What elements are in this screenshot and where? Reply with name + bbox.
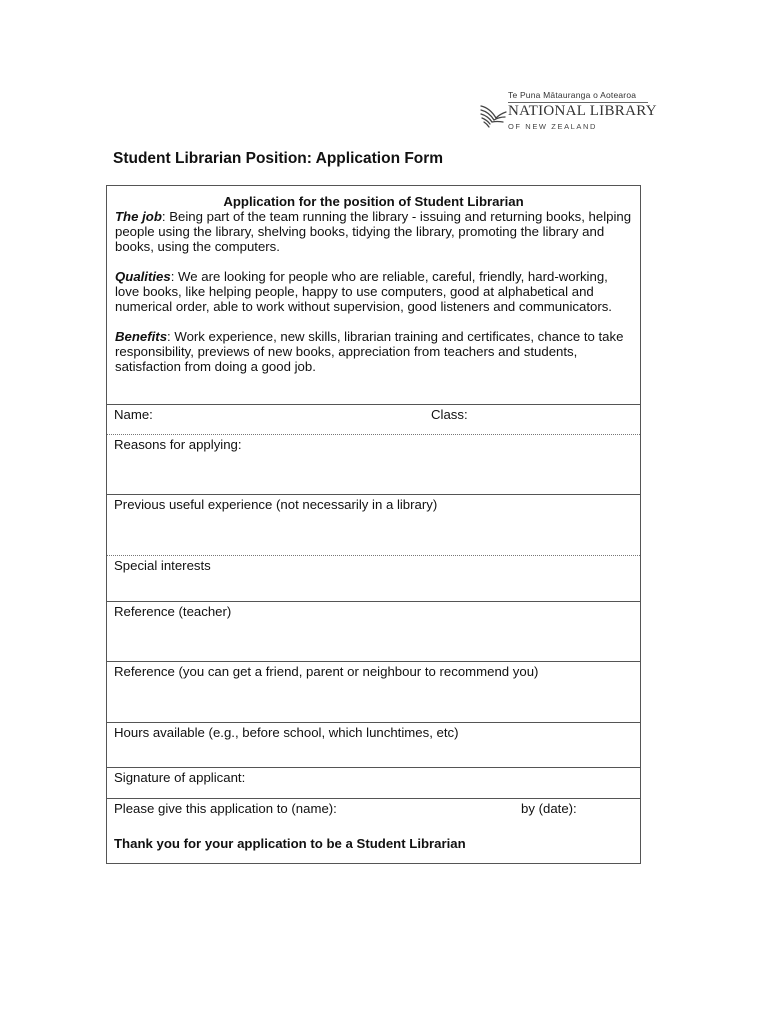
hours-label: Hours available (e.g., before school, which lunchtimes, etc) bbox=[114, 725, 459, 740]
class-label: Class: bbox=[431, 407, 468, 422]
give-to-field[interactable] bbox=[107, 798, 640, 864]
job-label: The job bbox=[115, 209, 162, 224]
benefits-label: Benefits bbox=[115, 329, 168, 344]
interests-field[interactable] bbox=[107, 555, 640, 601]
experience-field[interactable] bbox=[107, 494, 640, 555]
intro-heading: Application for the position of Student Librarian bbox=[223, 194, 524, 209]
logo-subname: OF NEW ZEALAND bbox=[508, 122, 598, 131]
page-title: Student Librarian Position: Application Form bbox=[113, 150, 444, 167]
qualities-label: Qualities bbox=[115, 269, 171, 284]
benefits-text: : Work experience, new skills, librarian training and certificates, chance to take responsibility, previews of new books, appreciation from teachers and students, satisfaction from doing a good job. bbox=[115, 329, 624, 374]
signature-label: Signature of applicant: bbox=[114, 770, 246, 785]
interests-label: Special interests bbox=[114, 558, 211, 573]
give-to-label: Please give this application to (name): bbox=[114, 801, 337, 816]
reasons-label: Reasons for applying: bbox=[114, 437, 242, 452]
qualities-paragraph bbox=[115, 269, 632, 314]
job-text: : Being part of the team running the library - issuing and returning books, helping people using the library, shelving books, tidying the library, promoting the library and books, using the computers. bbox=[115, 209, 632, 254]
reference-other-label: Reference (you can get a friend, parent or neighbour to recommend you) bbox=[114, 664, 539, 679]
reference-other-field[interactable] bbox=[107, 661, 640, 722]
logo-name: NATIONAL LIBRARY bbox=[508, 103, 657, 119]
by-date-label: by (date): bbox=[521, 801, 577, 816]
reference-teacher-field[interactable] bbox=[107, 601, 640, 661]
hours-field[interactable] bbox=[107, 722, 640, 767]
application-form bbox=[106, 185, 641, 864]
experience-label: Previous useful experience (not necessarily in a library) bbox=[114, 497, 438, 512]
reference-teacher-label: Reference (teacher) bbox=[114, 604, 232, 619]
signature-field[interactable] bbox=[107, 767, 640, 798]
job-paragraph bbox=[115, 209, 632, 254]
name-label: Name: bbox=[114, 407, 153, 422]
national-library-logo bbox=[478, 90, 657, 142]
thank-you-note: Thank you for your application to be a Student Librarian bbox=[114, 836, 466, 851]
benefits-paragraph bbox=[115, 329, 632, 374]
fern-leaf-icon bbox=[478, 102, 508, 130]
position-description bbox=[107, 186, 640, 404]
name-field[interactable] bbox=[107, 404, 640, 434]
reasons-field[interactable] bbox=[107, 434, 640, 494]
logo-maori-name: Te Puna Mātauranga o Aotearoa bbox=[508, 90, 637, 100]
qualities-text: : We are looking for people who are reliable, careful, friendly, hard-working, love books, like helping people, happy to use computers, good at alphabetical and numerical order, able to work without supervision, good listeners and communicators. bbox=[115, 269, 612, 314]
